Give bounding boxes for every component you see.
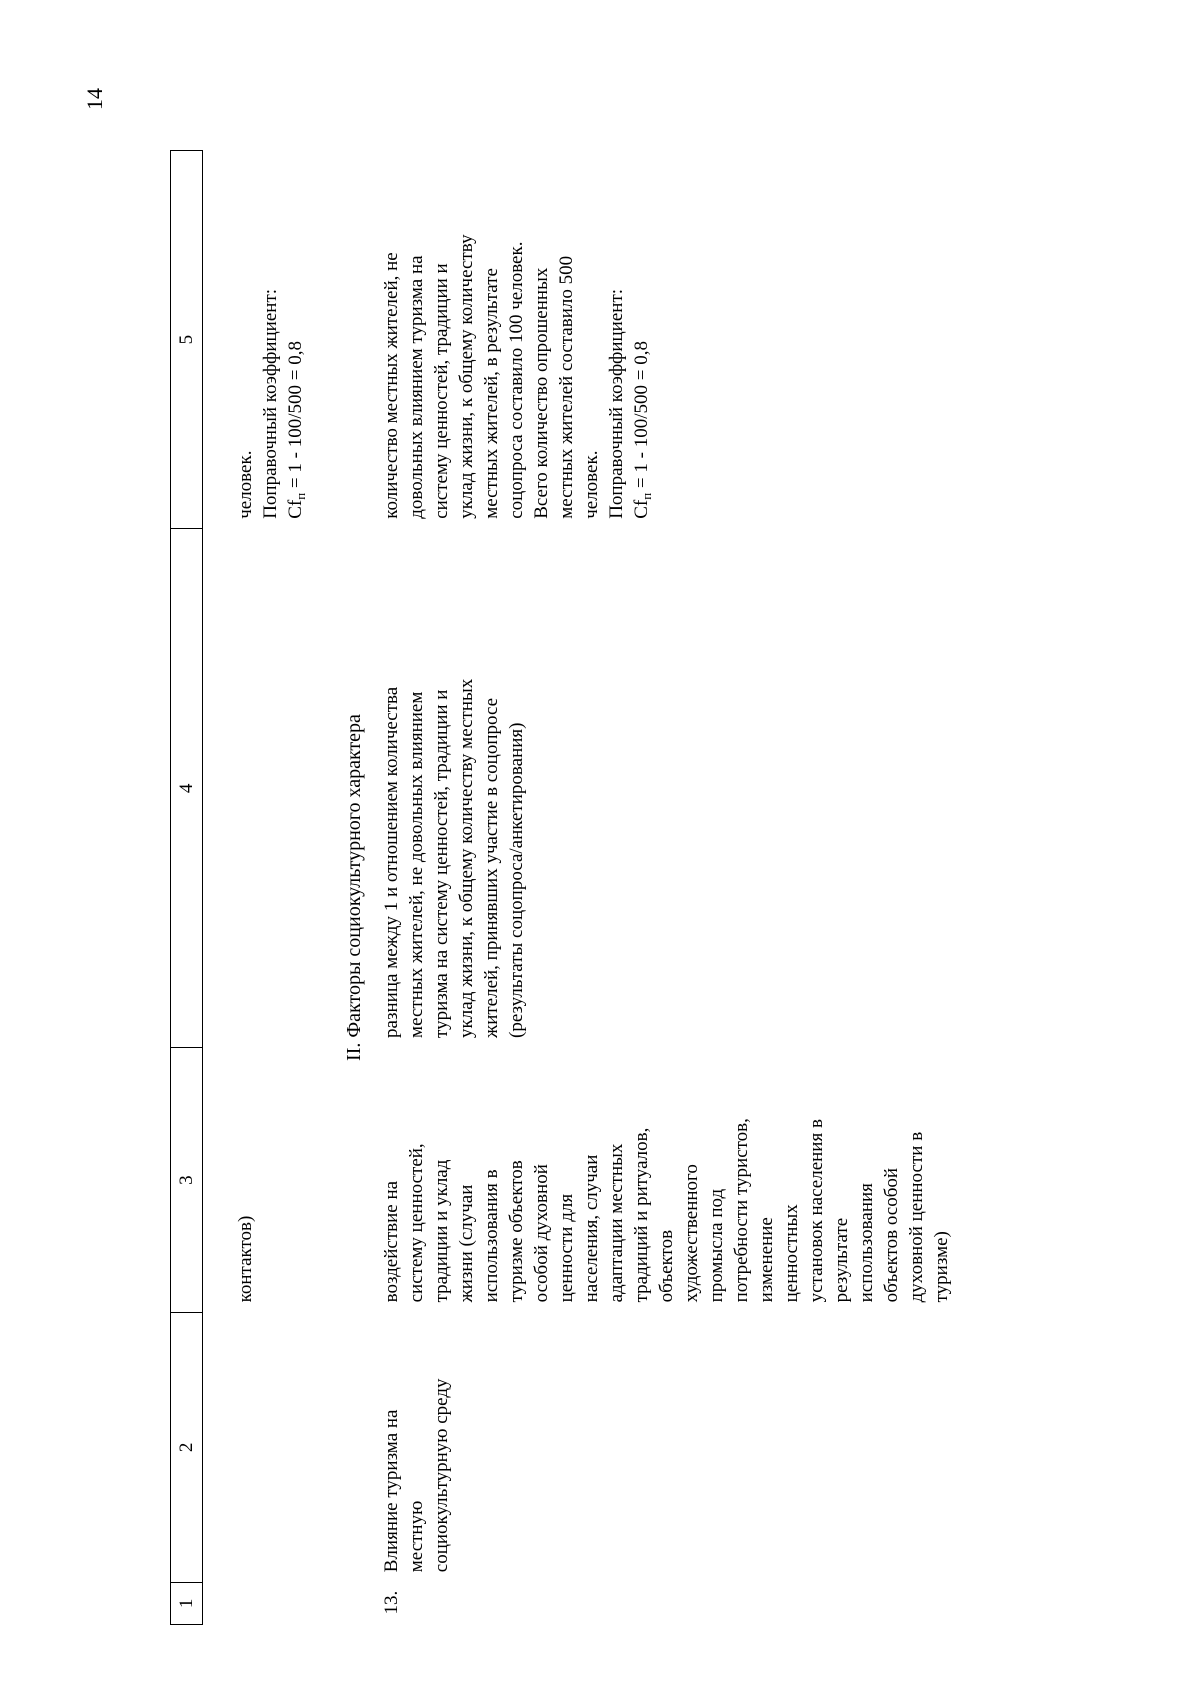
impact-line: систему ценностей, (406, 1143, 427, 1303)
impact-cell (375, 1048, 958, 1312)
header-col-5: 5 (171, 151, 203, 529)
header-col-3: 3 (171, 1048, 203, 1312)
factor-cell (375, 1312, 958, 1582)
formula-base: Cf (285, 499, 306, 519)
impact-line: воздействие на (381, 1180, 402, 1303)
section-heading-row (336, 151, 375, 1625)
cont-col-1 (203, 1582, 337, 1624)
header-col-1: 1 (171, 1582, 203, 1624)
table-row (375, 151, 958, 1625)
impact-line: жизни (случаи (456, 1184, 477, 1303)
example-line: местных жителей, в результате (481, 268, 502, 519)
indicator-line: жителей, принявших участие в соцопросе (481, 697, 502, 1038)
impact-line: использования в (481, 1169, 502, 1303)
impact-line: объектов особой (881, 1167, 902, 1303)
continuation-row (203, 151, 337, 1625)
factor-line: социокультурную среду (431, 1378, 452, 1573)
table-header-row (171, 151, 203, 1625)
example-line: уклад жизни, к общему количеству (456, 234, 477, 519)
impact-line: особой духовной (531, 1164, 552, 1303)
factor-line: Влияние туризма на (381, 1409, 402, 1573)
impact-line: туризме объектов (506, 1160, 527, 1303)
indicator-line: местных жителей, не довольных влиянием (406, 691, 427, 1038)
rotated-table-page (170, 150, 1060, 1625)
formula-subscript: п (293, 492, 308, 500)
example-line: довольных влиянием туризма на (406, 255, 427, 519)
header-col-2: 2 (171, 1312, 203, 1582)
impact-line: объектов (656, 1229, 677, 1303)
cont-col-5 (203, 151, 337, 529)
cont-impact-text: контактов) (235, 1215, 256, 1303)
impact-line: ценностных (781, 1204, 802, 1303)
example-line: местных жителей составило 500 (556, 255, 577, 519)
cont-formula (283, 161, 308, 519)
impact-line: ценности для (556, 1193, 577, 1303)
example-line: человек. (581, 450, 602, 519)
cont-col-4 (203, 529, 337, 1048)
formula-subscript: п (639, 492, 654, 500)
row-number: 13. (381, 1590, 402, 1615)
page-number: 14 (82, 88, 107, 110)
cont-example-line: Поправочный коэффициент: (260, 288, 281, 519)
example-formula (629, 161, 654, 519)
impact-line: традиций и ритуалов, (631, 1127, 652, 1303)
section-title: II. Факторы социокультурного характера (343, 714, 365, 1061)
indicator-line: туризма на систему ценностей, традиции и (431, 689, 452, 1038)
impact-line: туризме) (931, 1231, 952, 1303)
example-line: Всего количество опрошенных (531, 267, 552, 519)
impact-line: духовной ценности в (906, 1131, 927, 1303)
impact-line: адаптации местных (606, 1143, 627, 1303)
socio-factors-table (170, 150, 958, 1625)
cont-col-3 (203, 1048, 337, 1312)
impact-line: населения, случаи (581, 1154, 602, 1303)
cont-col-2 (203, 1312, 337, 1582)
impact-line: использования (856, 1183, 877, 1303)
header-col-4: 4 (171, 529, 203, 1048)
formula-base: Cf (631, 499, 652, 519)
example-line: количество местных жителей, не (381, 252, 402, 519)
indicator-line: (результаты соцопроса/анкетирования) (506, 722, 527, 1038)
example-cell (375, 151, 958, 529)
impact-line: традиции и уклад (431, 1159, 452, 1303)
formula-rest: = 1 - 100/500 = 0,8 (285, 341, 306, 493)
impact-line: установок населения в (806, 1119, 827, 1303)
indicator-cell (375, 529, 958, 1048)
impact-line: потребности туристов, (731, 1118, 752, 1303)
example-line: соцопроса составило 100 человек. (506, 241, 527, 519)
factor-line: местную (406, 1500, 427, 1573)
impact-line: художественного (681, 1164, 702, 1303)
impact-line: изменение (756, 1217, 777, 1303)
example-line: Поправочный коэффициент: (606, 288, 627, 519)
impact-line: промысла под (706, 1188, 727, 1303)
impact-line: результате (831, 1217, 852, 1303)
indicator-line: уклад жизни, к общему количеству местных (456, 678, 477, 1038)
formula-rest: = 1 - 100/500 = 0,8 (631, 341, 652, 493)
example-line: систему ценностей, традиции и (431, 263, 452, 519)
indicator-line: разница между 1 и отношением количества (381, 686, 402, 1038)
cont-example-line: человек. (235, 450, 256, 519)
